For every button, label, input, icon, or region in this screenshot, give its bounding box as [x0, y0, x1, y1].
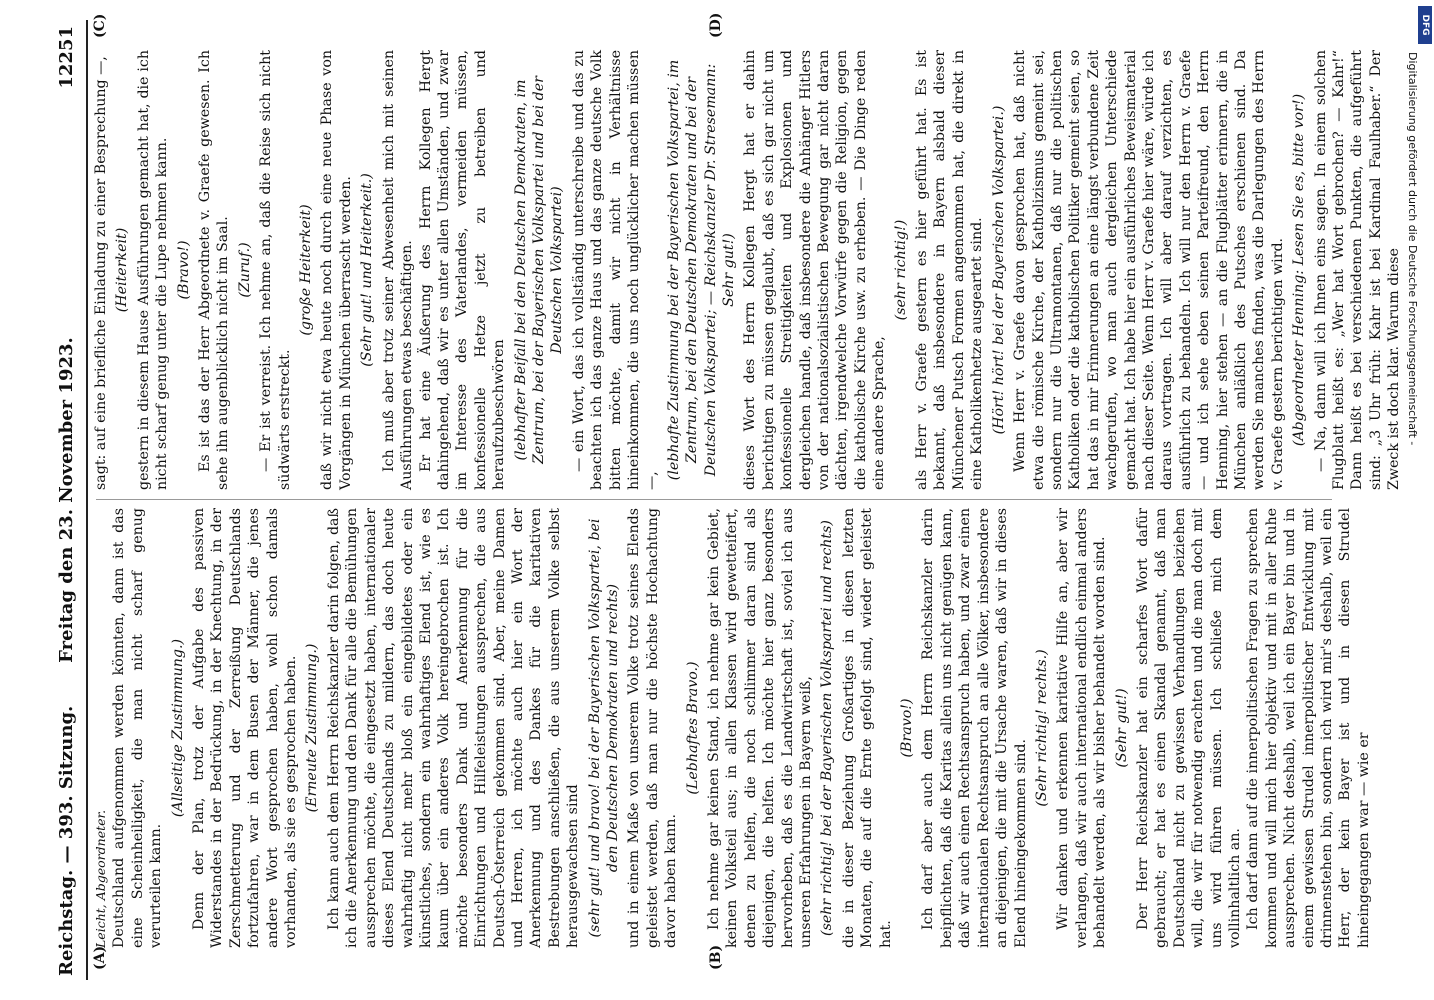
stage-direction: (lebhafter Beifall bei den Deutschen Demokraten, im Zentrum, bei der Bayerischen Volkspartei und bei der Deutschen Volkspartei) — [512, 76, 566, 464]
paragraph: und in einem Maße von unserem Volke trotz seines Elends geleistet werden, daß man nur die höchste Hochachtung davor haben kann. — [626, 508, 680, 948]
paragraph: gestern in diesem Hause Ausführungen gemacht hat, die ich nicht scharf genug unter die Lupe nehmen kann. — [135, 50, 171, 490]
stage-direction: (Zuruf.) — [236, 242, 253, 298]
stage-direction: (Allseitige Zustimmung.) — [169, 638, 186, 818]
stage-direction: (große Heiterkeit) — [298, 204, 315, 336]
margin-marker-b: (B) — [708, 944, 724, 970]
stage-direction: (sehr richtig!) — [892, 219, 909, 321]
stage-direction: (Sehr gut!) — [1113, 688, 1130, 768]
stage-direction: (sehr gut! und bravo! bei der Bayerischen Volkspartei, bei den Deutschen Demokraten und rechts) — [586, 518, 621, 938]
paragraph: als Herr v. Graefe gestern es hier geführt hat. Es ist bekannt, daß insbesondere in Bayern alsbald dieser Münchener Putsch Formen angenommen hat, die direkt in eine Katholikenhetze ausgeartet sind. — [914, 50, 986, 490]
header-session: Reichstag. — 393. Sitzung. — [56, 705, 77, 976]
paragraph: daß wir nicht etwa heute noch durch eine neue Phase von Vorgängen in München überrascht werden. — [319, 50, 354, 490]
stage-direction: (sehr richtig! bei der Bayerischen Volkspartei und rechts) — [819, 520, 836, 936]
stage-direction: (Abgeordneter Henning: Lesen Sie es, bitte vor!) — [1291, 93, 1308, 447]
stage-direction: (Sehr gut! und Heiterkeit.) — [359, 173, 376, 367]
header-date: Freitag den 23. November 1923. — [56, 337, 77, 663]
paragraph: Wenn Herr v. Graefe davon gesprochen hat, daß nicht etwa die römische Kirche, der Katholizismus gemeint sei, sondern nur die Ultramontanen, daß nur die politischen Katholiken oder die katholischen Politiker gemeint seien, so hat das in mir Erinnerungen an eine längst verbundene Zeit wachgerufen, wo man auch dergleichen Unterschiede gemacht hat. Ich habe hier ein ausführliches Beweismaterial nach dieser Seite. Wenn Herr v. Graefe hier wäre, würde ich daraus vortragen. Ich will aber darauf verzichten, es ausführlich zu behandeln. Ich will nur den Herrn v. Graefe — und ich sehe eben seinen Parteifreund, den Herrn Henning, hier stehen — an die Flugblätter erinnern, die in München anläßlich des Putsches erschienen sind. Da werden Sie manches finden, was die Darlegungen des Herrn v. Graefe gestern berichtigen wird. — [1012, 50, 1286, 490]
paragraph: Deutschland aufgenommen werden könnten, dann ist das eine Scheinheiligkeit, die man nicht scharf genug verurteilen kann. — [111, 508, 165, 948]
paragraph: Er hat eine Äußerung des Herrn Kollegen Hergt dahingehend, daß wir es unter allen Umständen, und zwar im Interesse des Vaterlandes, vermeiden müssen, konfessionelle Hetze jetzt zu betreiben und heraufzubeschwören — [417, 50, 508, 490]
paragraph: Ich darf dann auf die innerpolitischen Fragen zu sprechen kommen und will mich hier objektiv und mit in aller Ruhe aussprechen. Nicht deshalb, weil ich ein Bayer bin und in einem gewissen Strudel innerpolitischer Entwicklung mit drinnenstehen bin, sondern ich wird mir's deshalb, weil ein Herr, der kein Bayer ist und in diesen Strudel hineingegangen war — wie er — [1245, 508, 1372, 948]
left-column — [92, 508, 1372, 948]
stage-direction: (Hört! hört! bei der Bayerischen Volkspartei.) — [990, 105, 1007, 435]
stage-direction: (lebhafte Zustimmung bei der Bayerischen Volkspartei, im Zentrum, bei den Deutschen Demokraten und bei der Deutschen Volkspartei; — Reichskanzler Dr. Stresemann: Sehr gut!) — [665, 59, 737, 481]
dfg-logo — [1418, 6, 1432, 44]
stage-direction: (Bravo!) — [899, 698, 916, 758]
stage-direction: (Sehr richtig! rechts.) — [1033, 649, 1050, 807]
paragraph: Ich nehme gar keinen Stand, ich nehme gar kein Gebiet, keinen Volksteil aus; in allen Klassen wird gewetteifert, denen zu helfen, die noch schlimmer daran sind als diejenigen, die helfen. Ich möchte hier ganz besonders hervorheben, daß es die Landwirtschaft ist, soviel ich aus unseren Erfahrungen in Bayern weiß, — [706, 508, 815, 948]
margin-marker-d: (D) — [708, 12, 724, 38]
stage-direction: (Heiterkeit) — [114, 227, 131, 313]
paragraph: Der Herr Reichskanzler hat ein scharfes Wort dafür gebraucht; er hat es einen Skandal genannt, daß man Deutschland nicht zu gewissen Verhandlungen beiziehen will, die wir für notwendig erachten und die man doch mit uns wird führen müssen. Ich schließe mich dem vollinhaltlich an. — [1134, 508, 1243, 948]
paragraph: Es ist das der Herr Abgeordnete v. Graefe gewesen. Ich sehe ihn augenblicklich nicht im Saal. — [197, 50, 232, 490]
header-page-number: 12251 — [56, 26, 77, 89]
paragraph: Ich kann auch dem Herrn Reichskanzler darin folgen, daß ich die Anerkennung und den Dank für alle die Bemühungen aussprechen möchte, die eingesetzt haben, internationaler dieses Elend Deutschlands zu mildern, das doch heute wahrhaftig nicht mehr bloß ein eingebildetes oder ein künstliches, sondern ein wahrhaftiges Elend ist, wie es kaum über ein anderes Volk hereingebrochen ist. Ich möchte besonders Dank und Anerkennung für die Einrichtungen und Hilfeleistungen aussprechen, die aus Deutsch-Österreich gekommen sind. Aber, meine Damen und Herren, ich möchte auch hier ein Wort der Anerkennung und des Dankes für die karitativen Bestrebungen anschließen, die aus unserem Volke selbst herausgewachsen sind — [325, 508, 582, 948]
right-column — [92, 50, 1403, 490]
paragraph: — ein Wort, das ich vollständig unterschreibe und das zu beachten ich das ganze Haus und das ganze deutsche Volk bitten möchte, damit wir nicht in Verhältnisse hineinkommen, die uns noch unglücklicher machen müssen —, — [570, 50, 661, 490]
credit-text: Digitalisierung gefördert durch die Deutsche Forschungsgemeinschaft - — [1406, 52, 1419, 446]
paragraph: die in dieser Beziehung Großartiges in diesen letzten Monaten, die auf die Ernte gefolgt sind, wieder geleistet hat. — [840, 508, 894, 948]
speaker-label: Leicht, Abgeordneter. — [93, 809, 108, 948]
dfg-logo-text: DFG — [1420, 14, 1430, 36]
column-divider — [96, 499, 1332, 500]
margin-marker-a: (A) — [92, 945, 108, 970]
stage-direction: (Erneute Zustimmung.) — [304, 643, 321, 813]
margin-marker-c: (C) — [92, 13, 108, 38]
paragraph: — Na, dann will ich Ihnen eins sagen. In einem solchen Flugblatt heißt es: „Wer hat Wort gebrochen? — Kahr!“ Dann heißt es bei verschiedenen Punkten, die aufgeführt sind: „3 Uhr früh: Kahr ist bei Kardinal Faulhaber.“ Der Zweck ist doch klar. Warum diese — [1312, 50, 1403, 490]
stage-direction: (Lebhaftes Bravo.) — [684, 661, 701, 795]
stage-direction: (Bravo!) — [175, 240, 192, 300]
header-rule — [86, 20, 88, 980]
paragraph: sagt: auf eine briefliche Einladung zu einer Besprechung —, — [93, 56, 109, 490]
paragraph: dieses Wort des Herrn Kollegen Hergt hat er dahin berichtigen zu müssen geglaubt, daß es sich gar nicht um konfessionelle Streitigkeiten und Explosionen und dergleichen handle, daß insbesondere die Anhänger Hitlers von der nationalsozialistischen Bewegung gar nicht daran dächten, irgendwelche Vorwürfe gegen die Religion, gegen die katholische Kirche usw. zu erheben. — Die Dinge reden eine andere Sprache, — [742, 50, 888, 490]
paragraph: Wir danken und erkennen karitative Hilfe an, aber wir verlangen, daß wir auch international endlich einmal anders behandelt werden, als wir bisher behandelt worden sind. — [1055, 508, 1109, 948]
digitization-credit — [1390, 0, 1434, 1000]
paragraph: Ich darf aber auch dem Herrn Reichskanzler darin beipflichten, daß die Karitas allein uns nicht genügen kann, daß wir auch einen Rechtsanspruch haben, und zwar einen internationalen Rechtsanspruch an alle Völker, insbesondere an diejenigen, die mit die Ursache waren, daß wir in dieses Elend hineingekommen sind. — [920, 508, 1029, 948]
paragraph: Ich muß aber trotz seiner Abwesenheit mich mit seinen Ausführungen etwas beschäftigen. — [380, 50, 416, 490]
paragraph: Denn der Plan, trotz der Aufgabe des passiven Widerstandes in der Bedrückung, in der Knechtung, in der Zerschmetterung und der Zerreißung Deutschlands fortzufahren, war in dem Busen der Männer, die jenes andere Wort gesprochen haben, wohl schon damals vorhanden, als sie es gesprochen haben. — [191, 508, 300, 948]
paragraph: — Er ist verreist. Ich nehme an, daß die Reise sich nicht südwärts erstreckt. — [258, 50, 293, 490]
